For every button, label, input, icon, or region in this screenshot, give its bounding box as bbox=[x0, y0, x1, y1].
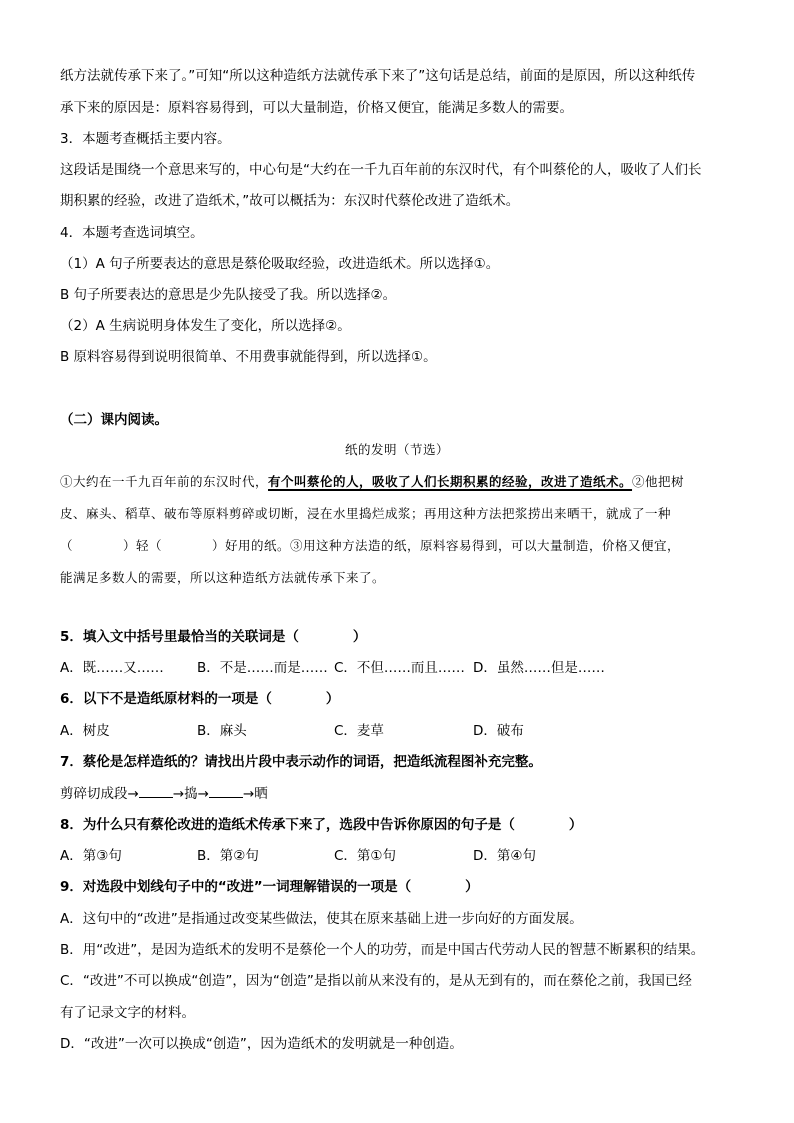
q8-option-c[interactable]: C．第①句 bbox=[334, 848, 397, 864]
q8-option-a[interactable]: A．第③句 bbox=[60, 848, 122, 864]
question-7: 7．蔡伦是怎样造纸的？请找出片段中表示动作的词语，把造纸流程图补充完整。 bbox=[60, 754, 542, 770]
passage-text: ①大约在一千九百年前的东汉时代， bbox=[60, 474, 269, 489]
q8-option-b[interactable]: B．第②句 bbox=[197, 848, 259, 864]
question-6: 6．以下不是造纸原材料的一项是（ ） bbox=[60, 691, 340, 707]
flow-blank[interactable] bbox=[209, 785, 243, 798]
answer-line-1: 纸方法就传承下来了。”可知“所以这种造纸方法就传承下来了”这句话是总结，前面的是原因，所以这种纸传 bbox=[60, 68, 696, 84]
passage-line-4: 能满足多数人的需要，所以这种造纸方法就传承下来了。 bbox=[60, 570, 386, 585]
q8-option-d[interactable]: D．第④句 bbox=[473, 848, 536, 864]
question-5: 5．填入文中括号里最恰当的关联词是（ ） bbox=[60, 629, 367, 645]
passage-line-2: 皮、麻头、稻草、破布等原料剪碎或切断，浸在水里捣烂成浆；再用这种方法把浆捞出来晒干，就成了一种 bbox=[60, 506, 672, 521]
answer-line-2: 承下来的原因是：原料容易得到，可以大量制造，价格又便宜，能满足多数人的需要。 bbox=[60, 100, 573, 116]
q6-option-a[interactable]: A．树皮 bbox=[60, 723, 110, 739]
answer-line-9: （2）A 生病说明身体发生了变化，所以选择②。 bbox=[60, 318, 351, 334]
passage-line-1 bbox=[60, 472, 684, 492]
answer-line-4: 这段话是围绕一个意思来写的，中心句是“大约在一千九百年前的东汉时代，有个叫蔡伦的人，吸收了人们长 bbox=[60, 162, 702, 178]
answer-line-8: B 句子所要表达的意思是少先队接受了我。所以选择②。 bbox=[60, 287, 397, 303]
q9-option-b[interactable]: B．用“改进”，是因为造纸术的发明不是蔡伦一个人的功劳，而是中国古代劳动人民的智慧不断累积的结果。 bbox=[60, 942, 705, 958]
q9-option-c[interactable]: C．“改进”不可以换成“创造”，因为“创造”是指以前从来没有的，是从无到有的，而在蔡伦之前，我国已经 bbox=[60, 973, 692, 989]
answer-line-5: 期积累的经验，改进了造纸术，”故可以概括为：东汉时代蔡伦改进了造纸术。 bbox=[60, 193, 520, 209]
q5-option-d[interactable]: D．虽然……但是…… bbox=[473, 660, 605, 676]
underlined-sentence: 有个叫蔡伦的人，吸收了人们长期积累的经验，改进了造纸术。 bbox=[268, 474, 633, 489]
answer-line-10: B 原料容易得到说明很简单、不用费事就能得到，所以选择①。 bbox=[60, 349, 437, 365]
question-9: 9．对选段中划线句子中的“改进”一词理解错误的一项是（ ） bbox=[60, 879, 479, 895]
question-8: 8．为什么只有蔡伦改进的造纸术传承下来了，选段中告诉你原因的句子是（ ） bbox=[60, 817, 583, 833]
q7-flowchart bbox=[60, 784, 268, 804]
flow-step: →晒 bbox=[242, 786, 268, 802]
q5-option-b[interactable]: B．不是……而是…… bbox=[197, 660, 328, 676]
q9-option-d[interactable]: D．“改进”一次可以换成“创造”，因为造纸术的发明就是一种创造。 bbox=[60, 1036, 463, 1052]
q5-option-c[interactable]: C．不但……而且…… bbox=[334, 660, 465, 676]
q9-option-c-continued: 有了记录文字的材料。 bbox=[60, 1005, 195, 1021]
q9-option-a[interactable]: A．这句中的“改进”是指通过改变某些做法，使其在原来基础上进一步向好的方面发展。 bbox=[60, 911, 583, 927]
q5-option-a[interactable]: A．既……又…… bbox=[60, 660, 164, 676]
q6-option-d[interactable]: D．破布 bbox=[473, 723, 524, 739]
flow-step: →捣→ bbox=[172, 786, 209, 802]
passage-text: （ bbox=[60, 538, 74, 553]
answer-line-6: 4．本题考查选词填空。 bbox=[60, 225, 204, 241]
answer-line-3: 3．本题考查概括主要内容。 bbox=[60, 131, 231, 147]
passage-text: ）轻（ bbox=[123, 538, 163, 553]
passage-line-3 bbox=[60, 536, 680, 556]
passage-text: ②他把树 bbox=[632, 474, 685, 489]
section-heading: （二）课内阅读。 bbox=[60, 412, 168, 428]
answer-line-7: （1）A 句子所要表达的意思是蔡伦吸取经验，改进造纸术。所以选择①。 bbox=[60, 256, 500, 272]
q6-option-c[interactable]: C．麦草 bbox=[334, 723, 384, 739]
flow-step: 剪碎切成段→ bbox=[60, 786, 139, 802]
q6-option-b[interactable]: B．麻头 bbox=[197, 723, 247, 739]
passage-text: ）好用的纸。③用这种方法造的纸，原料容易得到，可以大量制造，价格又便宜， bbox=[212, 538, 681, 553]
passage-title: 纸的发明（节选） bbox=[344, 442, 449, 457]
flow-blank[interactable] bbox=[139, 785, 173, 798]
